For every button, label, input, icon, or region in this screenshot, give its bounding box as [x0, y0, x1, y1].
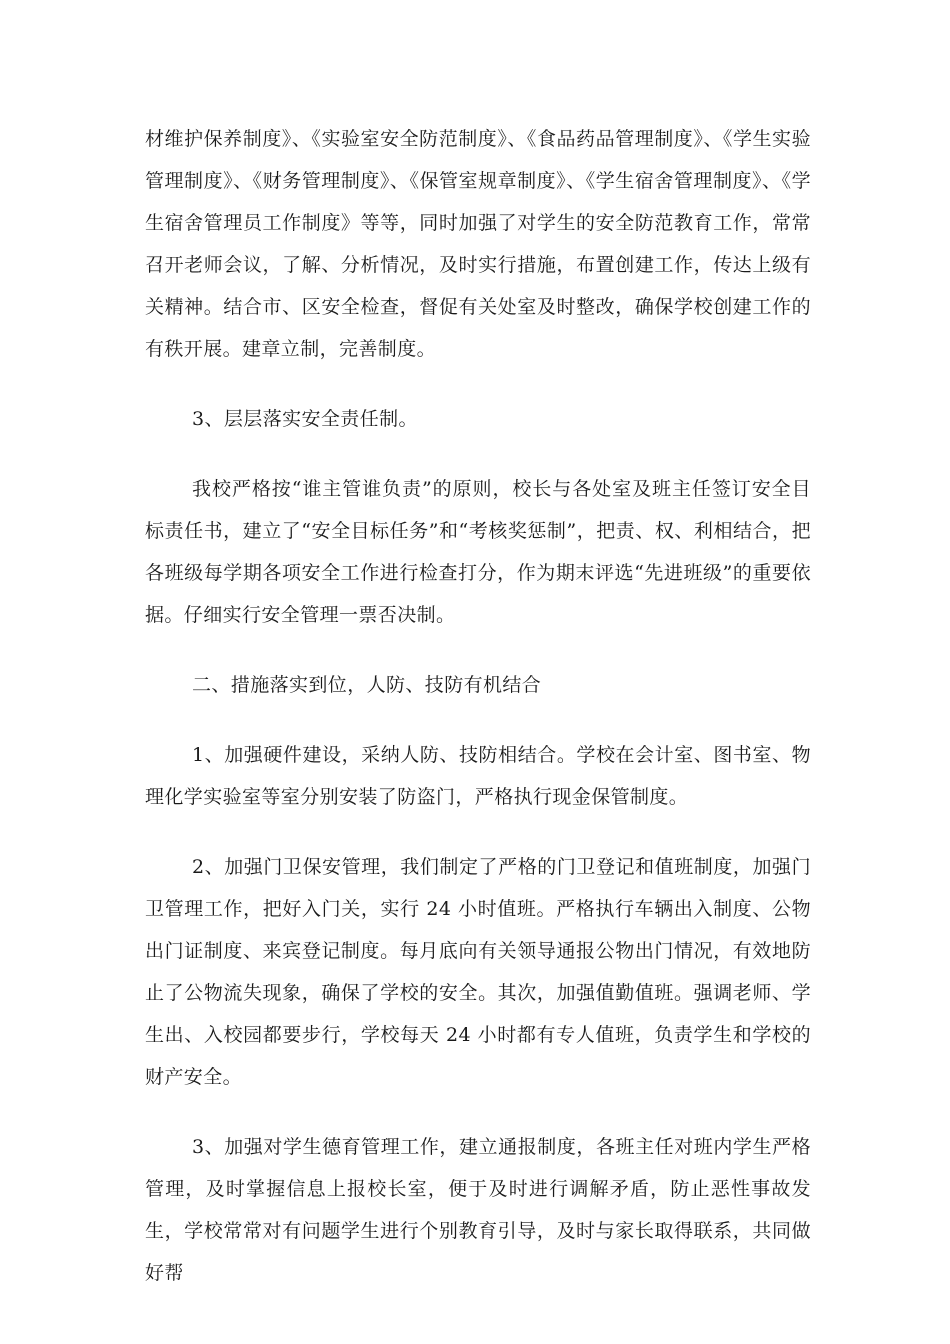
- paragraph-guard-management: 2、加强门卫保安管理，我们制定了严格的门卫登记和值班制度，加强门卫管理工作，把好入门关，实行 24 小时值班。严格执行车辆出入制度、公物出门证制度、来宾登记制度。每月底向有关领导通报公物出门情况，有效地防止了公物流失现象，确保了学校的安全。其次，加强值勤值班。强调老师、学生出、入校园都要步行，学校每天 24 小时都有专人值班，负责学生和学校的财产安全。: [145, 856, 811, 1088]
- paragraph-regulations: 材维护保养制度》、《实验室安全防范制度》、《食品药品管理制度》、《学生实验管理制度》、《财务管理制度》、《保管室规章制度》、《学生宿舍管理制度》、《学生宿舍管理员工作制度》等等，同时加强了对学生的安全防范教育工作，常常召开老师会议，了解、分析情况，及时实行措施，布置创建工作，传达上级有关精神。结合市、区安全检查，督促有关处室及时整改，确保学校创建工作的有秩开展。建章立制，完善制度。: [145, 128, 811, 360]
- paragraph-hardware: 1、加强硬件建设，采纳人防、技防相结合。学校在会计室、图书室、物理化学实验室等室分别安装了防盗门，严格执行现金保管制度。: [145, 744, 811, 808]
- heading-measures: 二、措施落实到位，人防、技防有机结合: [192, 674, 542, 696]
- document-body: [145, 118, 811, 1322]
- heading-safety-responsibility: 3、层层落实安全责任制。: [192, 408, 418, 430]
- paragraph-responsibility-system: 我校严格按“谁主管谁负责”的原则，校长与各处室及班主任签订安全目标责任书，建立了“安全目标任务”和“考核奖惩制”，把责、权、利相结合，把各班级每学期各项安全工作进行检查打分，作为期末评选“先进班级”的重要依据。仔细实行安全管理一票否决制。: [145, 478, 811, 626]
- paragraph-moral-education: 3、加强对学生德育管理工作，建立通报制度，各班主任对班内学生严格管理，及时掌握信息上报校长室，便于及时进行调解矛盾，防止恶性事故发生，学校常常对有问题学生进行个别教育引导，及时与家长取得联系，共同做好帮: [145, 1136, 811, 1284]
